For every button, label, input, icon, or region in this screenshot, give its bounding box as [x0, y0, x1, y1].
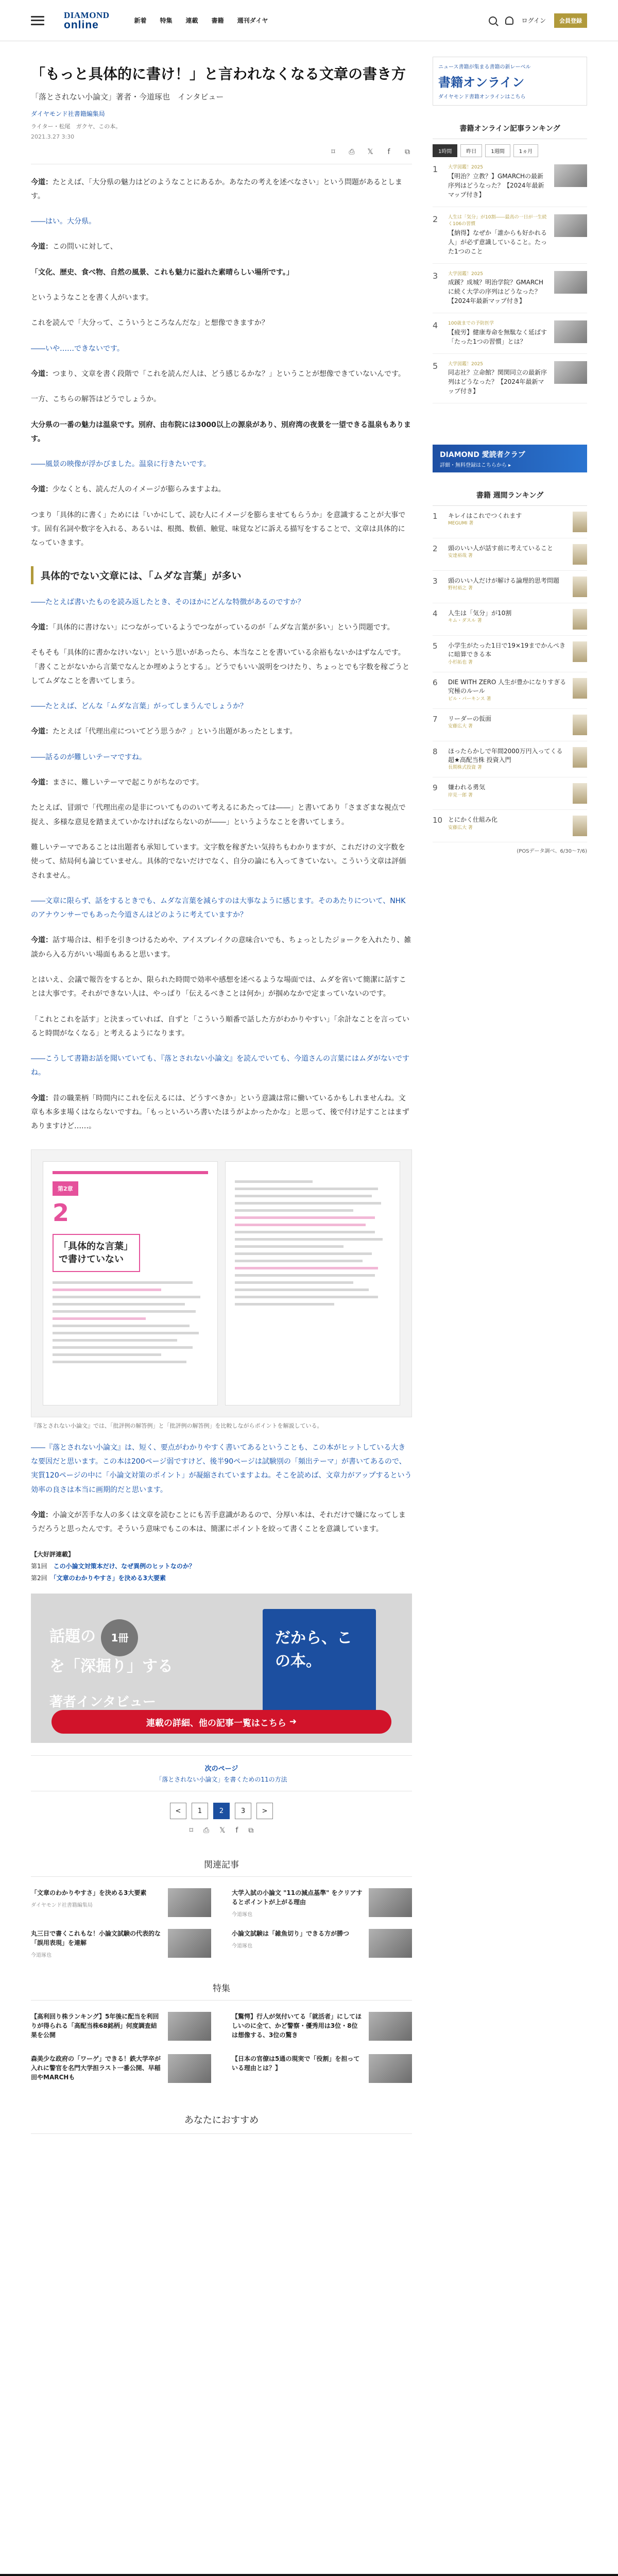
series-heading: 【大好評連載】: [31, 1551, 75, 1558]
pager-page-2[interactable]: 2: [213, 1803, 230, 1819]
share-bar: [31, 147, 412, 164]
card-source: 今道琢也: [232, 1943, 252, 1950]
rank-number: 2: [433, 214, 438, 224]
rank-thumbnail: [554, 271, 587, 294]
next-page-title: 「落とされない小論文」を書くための11の方法: [156, 1776, 287, 1784]
book-author: 安藤広大 著: [448, 825, 473, 831]
x-share-icon[interactable]: 𝕏: [219, 1826, 226, 1835]
login-link[interactable]: ログイン: [521, 17, 546, 24]
figure-chapter-number: 2: [53, 1198, 70, 1227]
card-title: 【日本の官僚は5通の現実で「役割」を担っている理由とは？】: [232, 2055, 360, 2072]
rank-tag: 大学図鑑！2025: [448, 361, 483, 367]
book-item[interactable]: [433, 506, 587, 538]
book-item[interactable]: [433, 810, 587, 842]
rank-thumbnail: [554, 164, 587, 187]
article-main: [31, 41, 412, 2134]
card-source: ダイヤモンド社書籍編集局: [31, 1903, 93, 1909]
rank-tag: 大学図鑑！2025: [448, 165, 483, 170]
article-paragraph: 「これとこれを話す」と決まっていれば、自ずと「こういう順番で話した方がわかりやすい」「余計なことを言っていると時間がなくなる」と考えるようになります。: [31, 1015, 409, 1038]
book-cover: [573, 715, 587, 735]
facebook-share-icon[interactable]: f: [387, 147, 390, 156]
book-title: ほったらかしで年間2000万円入ってくる超★高配当株 投資入門: [448, 747, 563, 764]
article-credit: ライター・松尾 ガクヤ、この本。: [31, 123, 122, 130]
rank-thumbnail: [554, 361, 587, 384]
book-cover: [573, 544, 587, 565]
book-title: リーダーの仮面: [448, 715, 492, 722]
article-card[interactable]: [232, 1888, 412, 1918]
article-paragraph: 難しいテーマであることは出題者も承知しています。文字数を稼ぎたい気持ちもわかりますが、これだけの文字数を使って、結局何も論じていません。具体的でないだけでなく、自分の論にも入ってきていない。こういう文章は評価されません。: [31, 843, 406, 880]
card-thumbnail: [369, 2054, 412, 2083]
book-item[interactable]: [433, 709, 587, 741]
article-paragraph: ――風景の映像が浮かびました。温泉に行きたいです。: [31, 460, 211, 469]
article-card[interactable]: [31, 2054, 211, 2085]
article-card[interactable]: [31, 1929, 211, 1958]
card-thumbnail: [168, 1888, 211, 1917]
rank-title: 同志社？立命館？関関同立の最新序列はどうなった？【2024年最新マップ付き】: [448, 369, 547, 395]
book-author: 野村裕之 著: [448, 586, 473, 591]
book-author: 岸見一郎 著: [448, 792, 473, 798]
book-cover: [573, 512, 587, 532]
pager-page-1[interactable]: 1: [192, 1803, 208, 1819]
book-cover: [573, 678, 587, 699]
related-heading: 関連記事: [31, 1857, 412, 1877]
book-rank-number: 9: [433, 783, 438, 793]
figure-caption: 『落とされない小論文』では、「批評例の解答例」と「批評例の解答例」を比較しながらポイントを解説している。: [31, 1422, 323, 1429]
books-online-banner[interactable]: [433, 57, 587, 106]
article-paragraph: ――たとえば書いたものを読み返したとき、そのほかにどんな特徴があるのですか？: [31, 598, 305, 606]
print-icon[interactable]: ⎙: [203, 1826, 210, 1835]
article-card[interactable]: [31, 2012, 211, 2043]
ranking-item[interactable]: [433, 157, 587, 207]
tab-yesterday[interactable]: 昨日: [460, 144, 482, 157]
card-thumbnail: [168, 1929, 211, 1958]
article-paragraph: 一方、こちらの解答はどうでしょうか。: [31, 395, 161, 404]
tab-1hour[interactable]: 1時間: [433, 144, 457, 157]
book-item[interactable]: [433, 777, 587, 810]
article-paragraph: 今道：たとえば「代理出産についてどう思うか？」という出題があったとします。: [31, 727, 297, 736]
article-paragraph: とはいえ、会議で報告をするとか、限られた時間で効率や感想を述べるような場面では、ムダを省いて簡潔に話すことは大事です。それができない人は、やっぱり「伝えるべきことは何か」が掴めなかで定まっていないのです。: [31, 975, 406, 998]
article-paragraph: ――いや……できないです。: [31, 344, 124, 353]
book-rank-number: 1: [433, 512, 438, 521]
article-paragraph: 今道：つまり、文章を書く段階で「これを読んだ人は、どう感じるかな？」ということが想像できていないんです。: [31, 369, 405, 378]
ranking-item[interactable]: [433, 207, 587, 264]
book-rank-number: 3: [433, 577, 438, 586]
figure-heading: 「具体的な言葉」で書けていない: [53, 1234, 140, 1272]
next-page-label: 次のページ: [204, 1765, 238, 1773]
interview-banner[interactable]: [31, 1594, 412, 1743]
footer-sns: [0, 2574, 618, 2576]
article-paragraph: 今道：まさに、難しいテーマで起こりがちなのです。: [31, 778, 203, 787]
article-paragraph: つまり「具体的に書く」ためには「いかにして、読む人にイメージを膨らませてもらうか」を意識することが大事です。固有名詞や数字を入れる、あるいは、根拠、数値、触覚、味覚などに訴える描写をすることで、文章は具体的になっていきます。: [31, 511, 406, 548]
article-paragraph: 大分県の一番の魅力は温泉です。別府、由布院には3000以上の源泉があり、別府湾の夜景を一望できる温泉もあります。: [31, 420, 411, 443]
ranking-item[interactable]: [433, 313, 587, 354]
nav-item-books[interactable]: 書籍: [211, 17, 224, 24]
book-title: とにかく仕組み化: [448, 816, 498, 824]
ranking-list: [433, 157, 587, 403]
pager-next[interactable]: >: [256, 1803, 273, 1819]
site-header: [0, 0, 618, 41]
book-item[interactable]: [433, 672, 587, 709]
ad-title: DIAMOND 愛読者クラブ: [440, 450, 525, 459]
book-title: 小学生がたった1日で19×19までかんぺきに暗算できる本: [448, 642, 565, 658]
article-title: 「もっと具体的に書け！」と言われなくなる文章の書き方: [31, 65, 406, 82]
book-cover: [573, 783, 587, 804]
ranking-item[interactable]: [433, 354, 587, 404]
article-card[interactable]: [232, 2054, 412, 2085]
card-title: 「文章のわかりやすさ」を決める3大要素: [31, 1889, 147, 1897]
bookmark-icon[interactable]: ⌑: [189, 1826, 193, 1835]
book-item[interactable]: [433, 603, 587, 636]
rank-tag: 人生は「気分」が10割――最高の一日が一生続く106の習慣: [448, 214, 547, 227]
card-source: 今道琢也: [232, 1912, 252, 1918]
article-author[interactable]: ダイヤモンド社書籍編集局: [31, 110, 105, 117]
book-author: 安達裕哉 著: [448, 553, 473, 559]
share-bar-bottom: [31, 1826, 412, 1835]
menu-icon[interactable]: [31, 16, 44, 25]
book-author: 小杉拓也 著: [448, 659, 473, 665]
article-card[interactable]: [31, 1888, 211, 1918]
figure-right-page: [225, 1161, 400, 1405]
book-rank-number: 10: [433, 816, 443, 825]
tab-1week[interactable]: 1週間: [485, 144, 510, 157]
logo-top-text: DIAMOND: [64, 10, 110, 20]
book-title: DIE WITH ZERO 人生が豊かになりすぎる究極のルール: [448, 678, 566, 695]
article-paragraph: というようなことを書く人がいます。: [31, 294, 153, 302]
book-cover: [573, 609, 587, 630]
book-author: MEGUMI 著: [448, 521, 474, 527]
rank-number: 3: [433, 270, 438, 281]
book-rank-number: 7: [433, 714, 438, 724]
book-ranking-title: 書籍 週間ランキング: [433, 490, 587, 506]
article-card[interactable]: [232, 1929, 412, 1958]
nav-item-new[interactable]: 新着: [134, 17, 147, 24]
register-button[interactable]: 会員登録: [554, 13, 587, 28]
related-articles: [31, 1888, 412, 1958]
article-paragraph: そもそも「具体的に書かなけいない」という思いがあったら、本当なことを書いている余裕もないかはずなんです。「書くことがないから言葉でなんとか埋めようとする」。どうでもいい説明をつけたり、ちょっとでも字数を稼ごうとしてムダなことを書いてしまう。: [31, 649, 409, 685]
article-paragraph: ――『落とされない小論文』は、短く、要点がわかりやすく書いてあるということも、この本がヒットしている大きな要因だと思います。この本は200ページ弱ですけど、後半90ページは試験別の「頻出テーマ」が書いてあるので、実質120ページの中に「小論文対策のポイント」が凝縮されていますよね。そこを読めば、文章力がアップするという効率の良さは本当に画期的だと思います。: [31, 1443, 412, 1494]
rank-thumbnail: [554, 214, 587, 237]
banner-link-text: ダイヤモンド書籍オンラインはこちら: [438, 94, 526, 100]
article-paragraph: 今道：小論文が苦手な人の多くは文章を読むことにも苦手意識があるので、分厚い本は、それだけで嫌になってしまうだろうと思ったんです。そういう意味でもこの本は、簡潔にポイントを絞って書くことを意識しています。: [31, 1511, 406, 1534]
article-paragraph: これを読んで「大分って、こういうところなんだな」と想像できますか？: [31, 319, 269, 328]
article-paragraph: 今道：この問いに対して、: [31, 243, 117, 251]
book-author: 安藤広大 著: [448, 724, 473, 730]
rank-title: 【疲労】健康寿命を無駄なく延ばす「たった1つの習慣」とは？: [448, 328, 547, 345]
header-actions: [489, 13, 587, 28]
card-title: 丸三日で書くこれもな！小論文試験の代表的な「誤用表現」を連解: [31, 1930, 161, 1947]
rank-number: 4: [433, 320, 438, 330]
book-title: 人生は「気分」が10割: [448, 609, 512, 617]
article-paragraph: 「文化、歴史、食べ物、自然の風景、これも魅力に溢れた素晴らしい場所です。」: [31, 268, 294, 277]
figure-left-page: [43, 1161, 218, 1405]
rank-number: 1: [433, 164, 438, 174]
nav-item-feature[interactable]: 特集: [160, 17, 173, 24]
facebook-share-icon[interactable]: f: [235, 1826, 238, 1835]
book-title: キレイはこれでつくれます: [448, 512, 522, 519]
article-paragraph: ――はい。大分県。: [31, 217, 96, 226]
rank-thumbnail: [554, 320, 587, 343]
x-share-icon[interactable]: 𝕏: [367, 147, 373, 156]
feature-heading: 特集: [31, 1981, 412, 2001]
nav-item-weekly[interactable]: 週刊ダイヤ: [237, 17, 268, 24]
card-title: 森美少な政府の「ワーゲ」できる！鉄大学卒が入れに警官を名門大学担ラスト一番公開、早稲田やMARCHも: [31, 2055, 161, 2081]
card-thumbnail: [168, 2012, 211, 2041]
figure-chapter-tag: 第2章: [53, 1181, 78, 1196]
nav-item-series[interactable]: 連載: [185, 17, 198, 24]
site-logo[interactable]: [64, 11, 110, 30]
ranking-item[interactable]: [433, 264, 587, 314]
rank-title: 成蹊？成城？明治学院？GMARCHに続く大学の序列はどうなった？【2024年最新マップ付き】: [448, 279, 544, 304]
book-rank-number: 2: [433, 544, 438, 553]
next-page-link[interactable]: [31, 1755, 412, 1791]
book-title: 嫌われる勇気: [448, 784, 486, 791]
search-icon[interactable]: [489, 16, 497, 25]
card-title: 【高利回り株ランキング】5年後に配当を利回りが得られる「高配当株68銘柄」何度調査結果を公開: [31, 2013, 159, 2039]
card-title: 小論文試験は「雑魚切り」できる方が勝つ: [232, 1930, 350, 1938]
series-item[interactable]: 第2回 「文章のわかりやすさ」を決める3大要素: [31, 1574, 166, 1582]
rank-tag: 100歳までの予防医学: [448, 321, 494, 326]
article-paragraph: ――話るのが難しいテーマですね。: [31, 753, 146, 761]
bookmark-icon[interactable]: ⌑: [331, 147, 335, 156]
ranking-tabs: [433, 144, 587, 157]
banner-subtitle: 著者インタビュー: [49, 1694, 156, 1710]
card-source: 今道琢也: [31, 1953, 52, 1959]
pager-page-3[interactable]: 3: [235, 1803, 251, 1819]
banner-tagline: ニュース書籍が集まる書籍の新レーベル: [438, 64, 531, 70]
pos-note: (POSデータ調べ、6/30〜7/6): [517, 849, 587, 855]
pager-prev[interactable]: <: [170, 1803, 186, 1819]
book-rank-number: 4: [433, 609, 438, 618]
logo-bottom-text: online: [64, 19, 99, 31]
banner-title: 書籍オンライン: [438, 75, 525, 90]
series-item[interactable]: 第1回 この小論文対策本だけ、なぜ異例のヒットなのか？: [31, 1563, 195, 1570]
article-subtitle: 「落とされない小論文」著者・今道琢也 インタビュー: [31, 92, 224, 101]
rank-number: 5: [433, 361, 438, 371]
rank-tag: 大学図鑑！2025: [448, 271, 483, 277]
article-paragraph: 今道：昔の職業柄「時間内にこれを伝えるには、どうすべきか」という意識は常に働いているかもしれませんね。文章も本多ま場くはならないですね。「もっといろいろ書いたほうがよかったかな」と思って、後で付け足すことはまずありますけど……。: [31, 1094, 409, 1131]
article-paragraph: たとえば、冒頭で「代理出産の是非についてもののいて考えるにあたっては――」と書いてあり「さまざまな視点で捉え、多様な意見を踏まえていかなければならないのが――」というようなことを書いてしまう。: [31, 804, 406, 826]
book-ranking-list: [433, 506, 587, 842]
article-paragraph: ――文章に限らず、話をするときでも、ムダな言葉を減らすのは大事なように感じます。そのあたりについて、NHKのアナウンサーでもあった今道さんはどのように考えていますか？: [31, 896, 406, 920]
book-item[interactable]: [433, 636, 587, 672]
card-thumbnail: [369, 1929, 412, 1958]
article-card[interactable]: [232, 2012, 412, 2043]
book-title: 頭のいい人だけが解ける論理的思考問題: [448, 577, 560, 584]
book-rank-number: 5: [433, 641, 438, 651]
card-title: 大学入試の小論文 "11の減点基準" をクリアするとポイントが上がる理由: [232, 1889, 363, 1906]
article-date: 2021.3.27 3:30: [31, 133, 75, 140]
card-thumbnail: [369, 2012, 412, 2041]
print-icon[interactable]: ⎙: [349, 147, 355, 156]
banner-more-button[interactable]: 連載の詳細、他の記事一覧はこちら ➜: [52, 1710, 391, 1734]
article-paragraph: 今道：少なくとも、読んだ人のイメージが膨らみますよね。: [31, 485, 226, 494]
book-author: ビル・パーキンス 著: [448, 696, 491, 702]
user-icon[interactable]: [505, 16, 513, 25]
card-title: 【驚愕】行人が気付いてる「就活者」にしてほしいのに全て、かど警察・優秀用は3位・8位は想像する、3位の驚き: [232, 2013, 362, 2039]
book-item[interactable]: [433, 571, 587, 603]
book-title: 頭のいい人が話す前に考えていること: [448, 545, 554, 552]
book-rank-number: 8: [433, 747, 438, 756]
global-nav: [134, 16, 268, 25]
book-figure: [31, 1149, 412, 1417]
readers-club-ad[interactable]: [433, 445, 587, 472]
book-author: 長期株式投資 著: [448, 765, 482, 771]
pagination: [31, 1803, 412, 1819]
banner-book: だから、この本。: [263, 1609, 376, 1733]
book-item[interactable]: [433, 741, 587, 778]
article-paragraph: 今道：たとえば、「大分県の魅力はどのようなことにあるか。あなたの考えを述べなさい」という問題があるとします。: [31, 178, 402, 200]
ad-subtitle: 詳細・無料登録はこちらから ▸: [440, 462, 511, 468]
arrow-circle-icon: ➜: [289, 1717, 297, 1727]
link-copy-icon[interactable]: ⧉: [248, 1826, 254, 1835]
book-cover: [573, 747, 587, 768]
card-thumbnail: [369, 1888, 412, 1917]
rank-title: 【明治？立教？】GMARCHの最新序列はどうなった？【2024年最新マップ付き】: [448, 172, 544, 198]
article-paragraph: 今道：話す場合は、相手を引きつけるためや、アイスブレイクの意味合いでも、ちょっとしたジョークを入れたり、雑談から入る方がいい場面もあると思います。: [31, 936, 411, 959]
feature-articles: [31, 2012, 412, 2085]
banner-headline: 話題の 1冊 を「深掘り」する: [49, 1619, 173, 1677]
book-rank-number: 6: [433, 677, 438, 687]
book-item[interactable]: [433, 538, 587, 571]
tab-1month[interactable]: 1ヵ月: [513, 144, 538, 157]
book-cover: [573, 577, 587, 597]
article-paragraph: ――こうして書籍お話を聞いていても、『落とされない小論文』を読んでいても、今道さんの言葉にはムダがないですね。: [31, 1055, 409, 1077]
article-paragraph: ――たとえば、どんな「ムダな言葉」がってしまうんでしょうか？: [31, 702, 247, 711]
sidebar: [433, 41, 587, 2134]
rank-title: 【納得】なぜか「誰からも好かれる人」が必ず意識していること。たった1つのこと: [448, 229, 547, 255]
ranking-title: 書籍オンライン記事ランキング: [433, 123, 587, 139]
book-cover: [573, 816, 587, 836]
card-thumbnail: [168, 2054, 211, 2083]
section-heading: 具体的でない文章には、「ムダな言葉」が多い: [31, 566, 412, 584]
recommend-heading: あなたにおすすめ: [31, 2113, 412, 2134]
article-body: [31, 176, 412, 1835]
book-author: キム・ダスル 著: [448, 618, 482, 624]
article-paragraph: 今道：「具体的に書けない」につながっているようでつながっているのが「ムダな言葉が多い」という問題です。: [31, 623, 394, 632]
site-footer: [0, 2574, 618, 2576]
book-cover: [573, 641, 587, 662]
link-copy-icon[interactable]: ⧉: [405, 147, 410, 156]
